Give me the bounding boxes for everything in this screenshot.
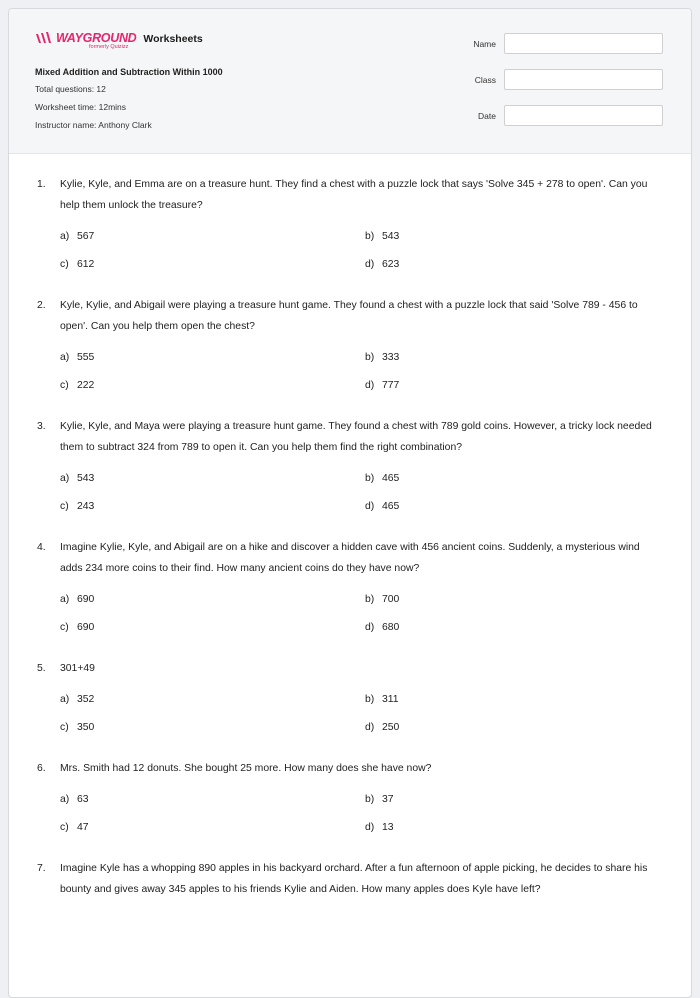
answer-option[interactable]: [60, 719, 365, 736]
question-item: [37, 416, 663, 515]
answer-option[interactable]: [365, 470, 645, 487]
question-number: 4.: [37, 542, 46, 553]
answer-option[interactable]: [365, 349, 645, 366]
answer-option[interactable]: [60, 470, 365, 487]
logo-subtext: formerly Quizizz: [88, 44, 129, 50]
option-value: 352: [77, 694, 95, 705]
brand-title: Worksheets: [143, 33, 203, 45]
question-text: Imagine Kylie, Kyle, and Abigail are on a hike and discover a hidden cave with 456 ancient coins. Suddenly, a mysterious wind adds 234 more coins to their find. How many ancient coins do they have now?: [60, 542, 640, 574]
question-number: 2.: [37, 300, 46, 311]
option-value: 250: [382, 722, 400, 733]
question-text: Kyle, Kylie, and Abigail were playing a treasure hunt game. They found a chest with a puzzle lock that said 'Solve 789 - 456 to open'. Can you help them open the chest?: [60, 300, 638, 332]
question-item: [37, 858, 663, 900]
question-text: Mrs. Smith had 12 donuts. She bought 25 more. How many does she have now?: [60, 763, 432, 774]
option-letter: b): [365, 473, 375, 484]
option-value: 543: [382, 231, 400, 242]
option-letter: b): [365, 352, 375, 363]
answer-option[interactable]: [365, 619, 645, 636]
option-value: 623: [382, 259, 400, 270]
worksheet-time: Worksheet time: 12mins: [35, 102, 127, 112]
question-text: Imagine Kyle has a whopping 890 apples in his backyard orchard. After a fun afternoon of apple picking, he decides to share his bounty and gives away 345 apples to his friends Kylie and Aiden. How many apples does Kyle have left?: [60, 863, 648, 895]
option-value: 243: [77, 501, 95, 512]
question-text: Kylie, Kyle, and Emma are on a treasure hunt. They find a chest with a puzzle lock that says 'Solve 345 + 278 to open'. Can you help them unlock the treasure?: [60, 179, 648, 211]
question-text-row: [37, 416, 663, 458]
logo-text: WAYGROUND: [56, 31, 137, 45]
option-value: 333: [382, 352, 400, 363]
question-item: [37, 758, 663, 836]
name-label: Name: [473, 38, 496, 49]
option-letter: a): [60, 694, 70, 705]
option-value: 690: [77, 622, 95, 633]
answer-option[interactable]: [365, 819, 645, 836]
class-field[interactable]: [504, 69, 663, 90]
instructor-name: Instructor name: Anthony Clark: [35, 120, 152, 130]
question-text-row: [37, 537, 663, 579]
date-field[interactable]: [504, 105, 663, 126]
option-value: 350: [77, 722, 95, 733]
worksheet-page: [8, 8, 692, 998]
option-letter: d): [365, 380, 375, 391]
answer-option[interactable]: [60, 591, 365, 608]
answer-option[interactable]: [365, 377, 645, 394]
class-label: Class: [474, 74, 496, 85]
option-letter: c): [60, 380, 69, 391]
answer-option[interactable]: [60, 691, 365, 708]
question-text-row: [37, 295, 663, 337]
wayground-logo: [35, 31, 136, 50]
option-letter: b): [365, 694, 375, 705]
name-field[interactable]: [504, 33, 663, 54]
option-letter: d): [365, 722, 375, 733]
brand: [35, 31, 203, 50]
option-value: 465: [382, 501, 400, 512]
question-item: [37, 295, 663, 394]
answer-option[interactable]: [60, 228, 365, 245]
worksheet-header: [9, 9, 691, 154]
option-letter: d): [365, 501, 375, 512]
question-number: 3.: [37, 421, 46, 432]
option-value: 680: [382, 622, 400, 633]
option-letter: d): [365, 622, 375, 633]
student-fields: [473, 33, 663, 141]
answer-option[interactable]: [365, 691, 645, 708]
date-field-row: [473, 105, 663, 126]
option-value: 63: [77, 794, 89, 805]
option-letter: d): [365, 822, 375, 833]
question-number: 1.: [37, 179, 46, 190]
option-value: 37: [382, 794, 394, 805]
option-value: 777: [382, 380, 400, 391]
question-text: 301+49: [60, 663, 95, 674]
worksheet-title: Mixed Addition and Subtraction Within 1000: [35, 67, 223, 77]
question-text-row: [37, 174, 663, 216]
option-letter: a): [60, 352, 70, 363]
answer-option[interactable]: [60, 349, 365, 366]
question-text-row: [37, 658, 663, 679]
date-label: Date: [478, 110, 496, 121]
option-letter: c): [60, 501, 69, 512]
option-value: 612: [77, 259, 95, 270]
option-letter: c): [60, 722, 69, 733]
option-letter: b): [365, 794, 375, 805]
answer-option[interactable]: [365, 228, 645, 245]
option-letter: b): [365, 231, 375, 242]
option-value: 311: [382, 694, 399, 705]
option-letter: a): [60, 231, 70, 242]
option-letter: c): [60, 259, 69, 270]
wayground-logo-icon: [35, 32, 53, 44]
answer-option[interactable]: [60, 619, 365, 636]
question-number: 7.: [37, 863, 46, 874]
question-text: Kylie, Kyle, and Maya were playing a treasure hunt game. They found a chest with 789 gold coins. However, a tricky lock needed them to subtract 324 from 789 to open it. Can you help them find the right combination?: [60, 421, 652, 453]
question-list: [9, 154, 691, 900]
answer-option[interactable]: [365, 591, 645, 608]
option-letter: a): [60, 594, 70, 605]
answer-option[interactable]: [60, 791, 365, 808]
option-value: 555: [77, 352, 95, 363]
answer-options: [60, 470, 663, 515]
option-value: 222: [77, 380, 95, 391]
option-value: 690: [77, 594, 95, 605]
answer-options: [60, 349, 663, 394]
answer-options: [60, 691, 663, 736]
answer-options: [60, 791, 663, 836]
option-value: 47: [77, 822, 89, 833]
question-item: [37, 537, 663, 636]
answer-option[interactable]: [60, 377, 365, 394]
answer-option[interactable]: [365, 256, 645, 273]
option-letter: a): [60, 794, 70, 805]
question-text-row: [37, 858, 663, 900]
question-item: [37, 658, 663, 736]
option-value: 465: [382, 473, 400, 484]
question-number: 5.: [37, 663, 46, 674]
answer-option[interactable]: [365, 498, 645, 515]
class-field-row: [473, 69, 663, 90]
option-letter: c): [60, 822, 69, 833]
option-letter: b): [365, 594, 375, 605]
question-text-row: [37, 758, 663, 779]
question-item: [37, 174, 663, 273]
option-value: 567: [77, 231, 95, 242]
answer-option[interactable]: [365, 719, 645, 736]
answer-option[interactable]: [60, 256, 365, 273]
option-value: 543: [77, 473, 95, 484]
option-letter: d): [365, 259, 375, 270]
answer-options: [60, 591, 663, 636]
total-questions: Total questions: 12: [35, 84, 106, 94]
answer-option[interactable]: [365, 791, 645, 808]
option-letter: a): [60, 473, 70, 484]
option-value: 13: [382, 822, 394, 833]
answer-option[interactable]: [60, 819, 365, 836]
name-field-row: [473, 33, 663, 54]
option-value: 700: [382, 594, 400, 605]
worksheet-meta: [35, 67, 223, 138]
question-number: 6.: [37, 763, 46, 774]
answer-option[interactable]: [60, 498, 365, 515]
option-letter: c): [60, 622, 69, 633]
answer-options: [60, 228, 663, 273]
